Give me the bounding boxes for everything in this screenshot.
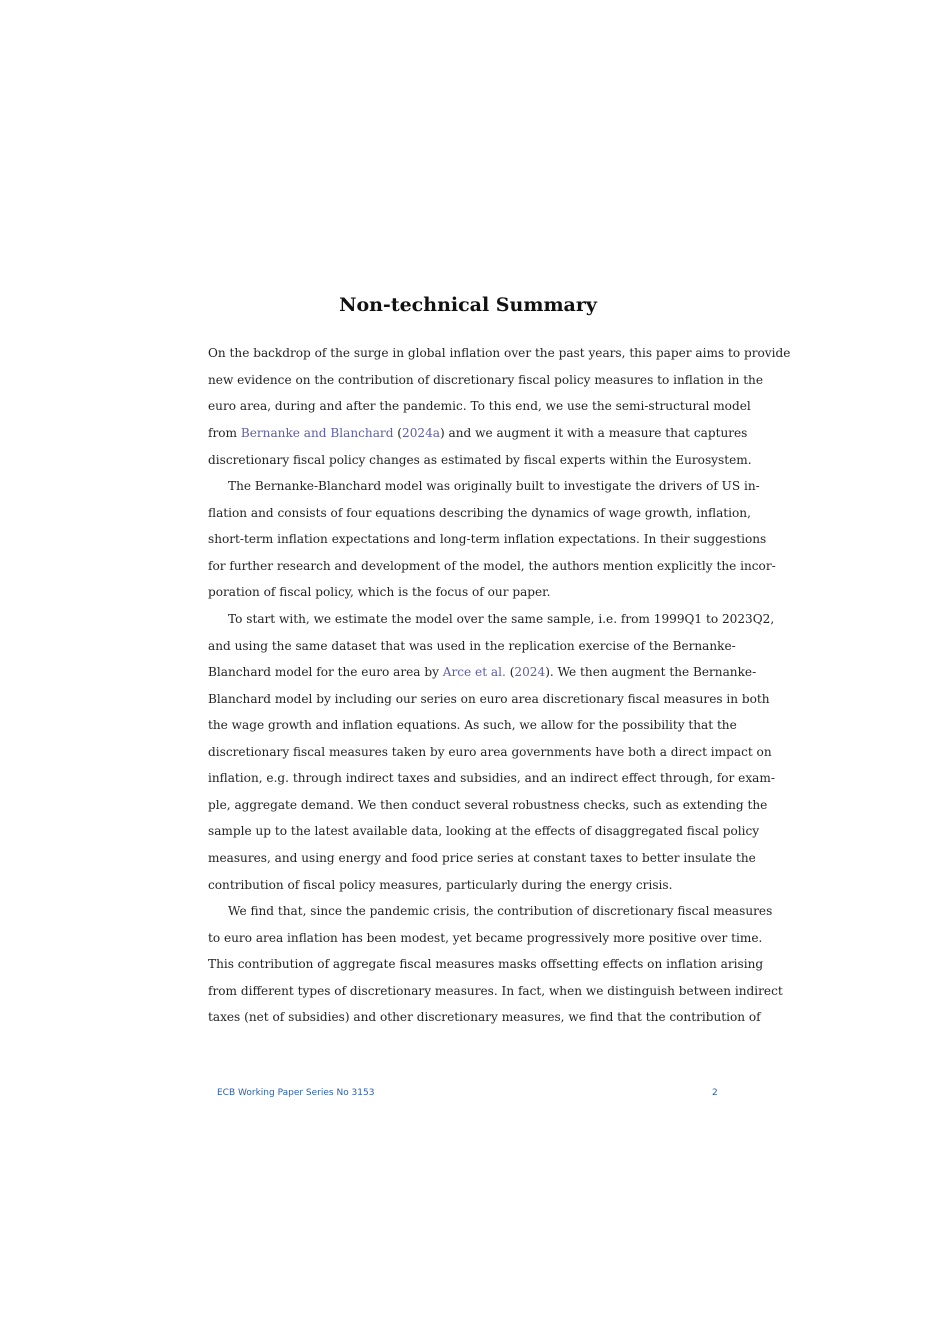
body-line: for further research and development of the model, the authors mention explicitly the incor- [208, 559, 776, 573]
body-line: from different types of discretionary measures. In fact, when we distinguish between indirect [208, 984, 783, 998]
body-line: and using the same dataset that was used in the replication exercise of the Bernanke- [208, 639, 736, 653]
body-line: new evidence on the contribution of discretionary fiscal policy measures to inflation in the [208, 373, 764, 387]
body-line: flation and consists of four equations describing the dynamics of wage growth, inflation, [208, 506, 751, 520]
body-line: contribution of fiscal policy measures, particularly during the energy crisis. [208, 878, 673, 892]
body-line: short-term inflation expectations and long-term inflation expectations. In their suggestions [208, 532, 767, 546]
body-line: The Bernanke-Blanchard model was originally built to investigate the drivers of US in- [228, 479, 760, 493]
body-line: poration of fiscal policy, which is the focus of our paper. [208, 585, 551, 599]
footer-series: ECB Working Paper Series No 3153 [217, 1088, 375, 1098]
body-line: On the backdrop of the surge in global inflation over the past years, this paper aims to provide [208, 346, 791, 360]
footer-page-number: 2 [712, 1088, 718, 1098]
body-line: discretionary fiscal measures taken by euro area governments have both a direct impact on [208, 745, 772, 759]
body-line: euro area, during and after the pandemic. To this end, we use the semi-structural model [208, 399, 751, 413]
body-line: to euro area inflation has been modest, yet became progressively more positive over time. [208, 931, 763, 945]
body-line: discretionary fiscal policy changes as estimated by fiscal experts within the Eurosystem. [208, 453, 752, 467]
body-line: Blanchard model for the euro area by Arce et al. (2024). We then augment the Bernanke- [208, 665, 757, 679]
body-line: from Bernanke and Blanchard (2024a) and we augment it with a measure that captures [208, 426, 748, 440]
body-line: Blanchard model by including our series on euro area discretionary fiscal measures in both [208, 692, 770, 706]
citation-year-link[interactable]: 2024 [514, 665, 546, 679]
body-line: the wage growth and inflation equations. As such, we allow for the possibility that the [208, 718, 737, 732]
citation-year-link[interactable]: 2024a [402, 426, 440, 440]
page-title: Non-technical Summary [339, 294, 597, 316]
body-line: This contribution of aggregate fiscal measures masks offsetting effects on inflation arising [208, 957, 764, 971]
body-line: sample up to the latest available data, looking at the effects of disaggregated fiscal policy [208, 824, 760, 838]
body-line: ple, aggregate demand. We then conduct several robustness checks, such as extending the [208, 798, 768, 812]
body-line: taxes (net of subsidies) and other discretionary measures, we find that the contribution of [208, 1010, 761, 1024]
citation-link[interactable]: Bernanke and Blanchard [240, 426, 394, 440]
body-line: To start with, we estimate the model over the same sample, i.e. from 1999Q1 to 2023Q2, [228, 612, 775, 626]
citation-link[interactable]: Arce et al. [442, 665, 506, 679]
body-line: inflation, e.g. through indirect taxes and subsidies, and an indirect effect through, for exam- [208, 771, 775, 785]
body-line: measures, and using energy and food price series at constant taxes to better insulate the [208, 851, 756, 865]
body-line: We find that, since the pandemic crisis, the contribution of discretionary fiscal measures [228, 904, 773, 918]
